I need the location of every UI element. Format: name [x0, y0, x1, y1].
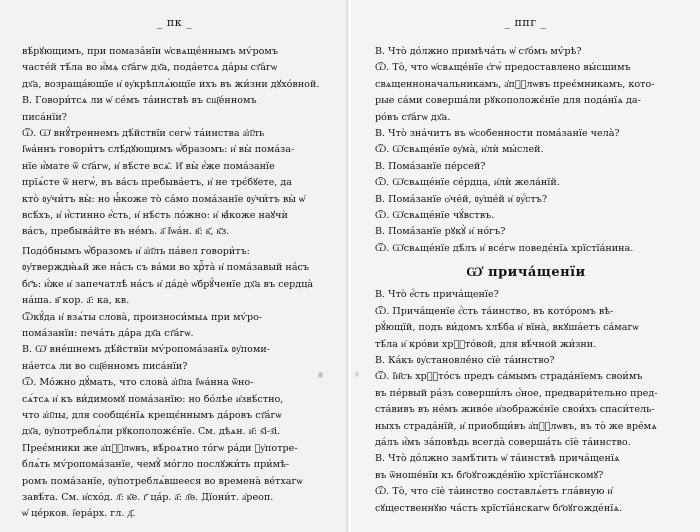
text-line: ва́съ, пребыва́йте въ не́мъ. а҃ І҆ѡа́н. в҃: к҃, к҃з.	[22, 226, 230, 238]
text-line: свѧщенноначальникамъ, а҆пⷭ҇лѡвъ преє́мникамъ, кото-	[375, 78, 655, 90]
text-line: всѣ́хъ, и҆ и҆́стинно е҆́сть, и҆ нѣ́сть ло́жно: и҆ ꙗ҆́коже наꙋчѝ	[22, 210, 288, 222]
right-page	[351, 0, 700, 532]
text-line: въ пе́рвый ра́зъ соверши́лъ ѻ҆́ное, предвари́тельно пред-	[375, 387, 658, 399]
text-line: дх҃а, возраща́ющїе и҆ ᲂу҆крѣплѧ́ющїе ихъ въ жи́зни дꙋхо́вной.	[22, 78, 320, 90]
text-line: въ ѿноше́нїи къ бг҃оꙋгожде́нїю хрїстїа́нскомꙋ?	[375, 469, 604, 481]
text-line: да́лъ и҆̀мъ за́повѣдь всегда̀ соверша́ть сїѐ та́инство.	[375, 436, 631, 448]
text-line: В. Что̀ зна́читъ въ ѡ҆собенности пома́занїе чела̀?	[375, 128, 620, 140]
text-line: Ѿ. Ѡ҆свѧще́нїе ᲂу҆ма̀, и҆лѝ мы́слей.	[375, 144, 544, 156]
text-line: Ѿ. То̀, что ѡ҆свѧще́нїе є҆гѡ̀ предоставлено вы́сшимъ	[375, 62, 631, 74]
text-line: ныхъ страда́нїй, и҆ приобщи́въ а҆пⷭ҇лѡвъ, въ то̀ же вре́мѧ	[375, 420, 657, 432]
page-speck	[355, 372, 359, 377]
text-line: Ѿ. Ѡ҆свѧще́нїе дѣ́лъ и҆ все́гѡ поведє́нїѧ хрїстїа́нина.	[375, 242, 634, 254]
text-line: тѣ́ла и҆ кро́ви хрⷭ҇то́вой, для вѣ́чной жи́зни.	[375, 338, 597, 350]
text-line: ᲂу҆тверждꙗ́ѧй же на́съ съ ва́ми во хрⷭ҇та̀ и҆ пома́завый на́съ	[22, 262, 310, 274]
text-line: что а҆п҃лы, для сообщє́нїѧ крещє́ннымъ да́ровъ ст҃а́гѡ	[22, 409, 282, 421]
text-line: І҆ѡа́ннъ говори́тъ слѣ́дꙋющимъ ѡ҆́бразомъ: и҆ вы̀ пома́за-	[22, 144, 295, 156]
text-line: сꙋщественнꙋю ча́сть хрїстїа́нскагѡ бг҃оꙋгожде́нїѧ.	[375, 502, 623, 514]
page-number-right: _ ппг _	[504, 16, 547, 29]
text-line: рые са́ми соверша́ли рꙋкоположє́нїе для пода́нїѧ да-	[375, 95, 641, 107]
text-line: кто̀ ᲂу҆чи́тъ вы̀: но ꙗ҆́коже то̀ са́мо пома́занїе ᲂу҆чи́тъ вы̀ ѡ҆	[22, 193, 305, 205]
text-line: В. Что̀ до́лжно примѣча́ть ѡ҆ ст҃о́мъ мѵ́рѣ?	[375, 46, 582, 57]
text-line: нїе и҆́мате ѿ ст҃а́гѡ, и҆ вѣ́сте всѧ̑. И҆ вы̀ е҆́же пома́занїе	[22, 160, 275, 172]
text-line: рꙋ́ющїй, подъ ви́домъ хлѣ́ба и҆ вїна̀, вкꙋша́етъ са́магѡ	[375, 322, 639, 334]
text-line: Ѿ. Мо́жно дꙋ́мать, что слова̀ а҆п҃ла І҆ѡа́нна ѿно-	[22, 377, 254, 389]
right-page-text	[375, 44, 677, 517]
page-number-left: _ пк _	[156, 16, 193, 29]
text-line: Преє́мники же а҆пⷭ҇лѡвъ, вѣ́роѧтно то́гѡ ра́ди ᲂу҆потре-	[22, 442, 298, 454]
text-line: на́ша. в҃ кор. а҃: ка, кв.	[22, 295, 130, 307]
text-line: ѡ҆ це́рков. і҆ера́рх. гл. д҃.	[22, 508, 136, 520]
text-line: В. Пома́занїе пе́рсей?	[375, 160, 486, 172]
text-line: сѧ́тсѧ и҆ къ ви́димомꙋ пома́занїю: но бо́лѣе и҆звѣ́стно,	[22, 393, 284, 405]
text-line: дх҃а, ᲂу҆потреблѧ́ли рꙋкоположє́нїе. См. дѣѧн. и҃: ѕ҃і-з҃і.	[22, 426, 281, 438]
text-line: ромъ пома́занїе, ᲂу҆потреблѧ́вшееся во времена̀ ве́тхагѡ	[22, 475, 303, 487]
text-line: Ѿ. І҆и҃съ хрⷭ҇то́съ предъ са́мымъ страда́нїемъ свои́мъ	[375, 371, 643, 383]
text-line: Подо́бнымъ ѡ҆́бразомъ и҆ а҆п҃лъ па́вел говори́тъ:	[22, 245, 250, 257]
text-line: Ѿ. То̀, что сїѐ та́инство составлѧ́етъ гла́вную и҆	[375, 486, 613, 498]
text-line: Ѿ. Ѡ҆свѧще́нїе се́рдца, и҆лѝ жела́нїй.	[375, 177, 560, 189]
section-heading: Ѡ҆ прича́щенїи	[466, 265, 586, 281]
text-line: Ѿ. Прича́щенїе є҆́сть та́инство, въ кото́ромъ вѣ-	[375, 305, 614, 317]
text-line: завѣ́та. См. и҆схо́д. л҃: к҃е. г҃ ца́р. а҃: л҃ѳ. Дїони́т. а҆реоп.	[22, 491, 274, 503]
text-line: В. Ѡ҆ вне́шнемъ дѣ́йствїи мѵ́ропома́занїѧ ᲂу҆поми-	[22, 344, 271, 356]
text-line: писа́нїи?	[22, 111, 67, 123]
text-line: часте́й тѣ́ла во и҆́мѧ ст҃а́гѡ дх҃а, пода́етсѧ да́ры ст҃а́гѡ	[22, 62, 278, 74]
text-line: на́етсѧ ли во сщ҃е́нномъ писа́нїи?	[22, 360, 188, 372]
text-line: бг҃ъ: и҆́же и҆ запечатлѣ̀ на́съ и҆ да́дѐ ѡ҆брꙋ́ченїе дх҃а въ сердца̀	[22, 278, 314, 290]
text-line: ста́вивъ въ не́мъ живо́е и҆зображє́нїе свои́хъ спаси́тель-	[375, 404, 655, 416]
text-line: В. Говори́тсѧ ли ѡ҆ се́мъ та́инствѣ въ сщ҃е́нномъ	[22, 95, 257, 107]
text-line: пома́занїи: печа́ть да́ра дх҃а ст҃а́гѡ.	[22, 327, 194, 339]
text-line: В. Пома́занїе рꙋкꙋ̀ и҆ но́гъ?	[375, 226, 506, 238]
text-line: В. Пома́занїе ѻ҆че́й, ᲂу҆ше́й и҆ ᲂу҆́стъ?	[375, 193, 548, 205]
page-speck	[318, 372, 323, 378]
left-page-text	[22, 44, 327, 523]
text-line: вѣ́рꙋющимъ, при помаза́нїи ѡ҆свѧще́ннымъ мѵ́ромъ	[22, 46, 278, 57]
left-page	[0, 0, 349, 532]
text-line: блѧ́ть мѵ́ропома́занїе, чемꙋ̀ мо́гло послꙋжи́ть при́мѣ-	[22, 459, 290, 471]
text-line: В. Что̀ до́лжно замѣ́тить ѡ҆ та́инствѣ прича́щенїѧ	[375, 453, 620, 465]
text-line: Ѿ. Ѡ҆ внꙋ́треннемъ дѣ́йствїи сегѡ̀ та́инства а҆п҃лъ	[22, 128, 265, 140]
text-line: В. Ка́къ ᲂу҆становле́но сїѐ та́инство?	[375, 354, 555, 366]
text-line: ро́въ ст҃а́гѡ дх҃а.	[375, 111, 451, 123]
text-line: Ѿкꙋ́да и҆ взѧ́ты слова̀, произноси́мыѧ при мѵ́ро-	[22, 311, 263, 323]
text-line: прїѧ́сте ѿ негѡ̀, въ ва́съ пребыва́етъ, и҆ не трє́бꙋете, да	[22, 177, 292, 189]
text-line: Ѿ. Ѡ҆свѧще́нїе чꙋ́вствъ.	[375, 210, 495, 222]
text-line: В. Что̀ е҆́сть прича́щенїе?	[375, 289, 499, 301]
